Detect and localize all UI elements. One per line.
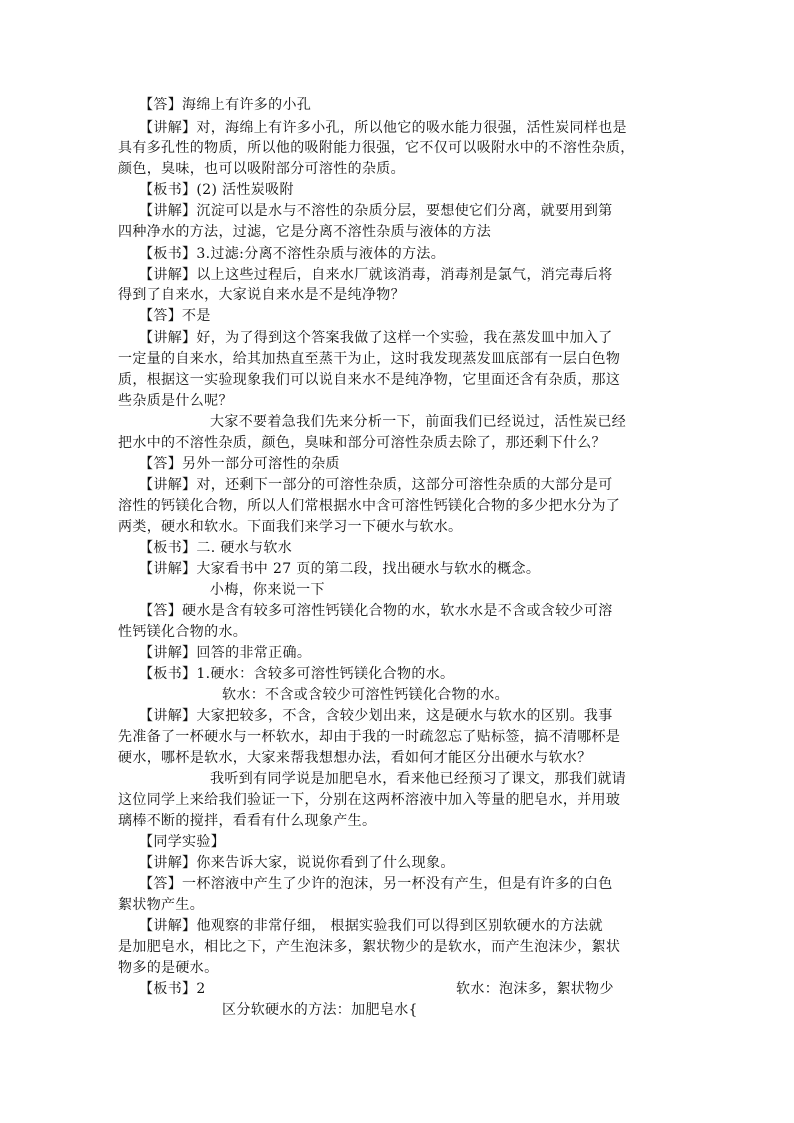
- text-line: 大家不要着急我们先来分析一下，前面我们已经说过，活性炭已经: [210, 414, 627, 430]
- text-line: 一定量的自来水，给其加热直至蒸干为止，这时我发现蒸发皿底部有一层白色物: [118, 351, 621, 367]
- answer-line: 【答】一杯溶液中产生了少许的泡沫，另一杯没有产生，但是有许多的白色: [139, 876, 613, 892]
- experiment-line: 【同学实验】: [139, 834, 226, 850]
- answer-line: 【答】硬水是含有较多可溶性钙镁化合物的水，软水水是不含或含较少可溶: [139, 603, 613, 619]
- answer-line: 【答】海绵上有许多的小孔: [139, 97, 312, 113]
- explanation-line: 【讲解】沉淀可以是水与不溶性的杂质分层，要想使它们分离，就要用到第: [139, 203, 613, 219]
- board-line: 【板书】2: [139, 981, 206, 997]
- text-line: 把水中的不溶性杂质，颜色，臭味和部分可溶性杂质去除了，那还剩下什么？: [118, 435, 606, 451]
- text-line: 软水：不含或含较少可溶性钙镁化合物的水。: [222, 687, 509, 703]
- explanation-line: 【讲解】大家看书中 27 页的第二段，找出硬水与软水的概念。: [139, 561, 541, 577]
- soft-water-note: 软水：泡沫多，絮状物少: [456, 981, 614, 997]
- explanation-line: 【讲解】对，还剩下一部分的可溶性杂质，这部分可溶性杂质的大部分是可: [139, 477, 613, 493]
- answer-line: 【答】另外一部分可溶性的杂质: [139, 456, 340, 472]
- text-line: 物多的是硬水。: [118, 960, 219, 976]
- explanation-line: 【讲解】对，海绵上有许多小孔，所以他它的吸水能力很强，活性炭同样也是: [139, 120, 627, 136]
- board-line: 【板书】1.硬水：含较多可溶性钙镁化合物的水。: [139, 666, 455, 682]
- explanation-line: 【讲解】以上这些过程后，自来水厂就该消毒，消毒剂是氯气，消完毒后将: [139, 267, 613, 283]
- board-line: 【板书】二. 硬水与软水: [139, 540, 293, 556]
- explanation-line: 【讲解】回答的非常正确。: [139, 645, 312, 661]
- text-line: 些杂质是什么呢？: [118, 393, 233, 409]
- text-line: 这位同学上来给我们验证一下，分别在这两杯溶液中加入等量的肥皂水，并用玻: [118, 792, 621, 808]
- text-line: 溶性的钙镁化合物，所以人们常根据水中含可溶性钙镁化合物的多少把水分为了: [118, 498, 621, 514]
- text-line: 得到了自来水，大家说自来水是不是纯净物？: [118, 287, 405, 303]
- text-line: 性钙镁化合物的水。: [118, 624, 248, 640]
- board-line: 【板书】(2) 活性炭吸附: [139, 182, 294, 198]
- text-line: 硬水，哪杯是软水，大家来帮我想想办法，看如何才能区分出硬水与软水？: [118, 750, 592, 766]
- answer-line: 【答】不是: [139, 308, 211, 324]
- explanation-line: 【讲解】好，为了得到这个答案我做了这样一个实验，我在蒸发皿中加入了: [139, 330, 613, 346]
- text-line: 具有多孔性的物质，所以他的吸附能力很强，它不仅可以吸附水中的不溶性杂质，: [118, 140, 635, 156]
- explanation-line: 【讲解】大家把较多，不含，含较少划出来，这是硬水与软水的区别。我事: [139, 708, 613, 724]
- text-line: 是加肥皂水，相比之下，产生泡沫多，絮状物少的是软水，而产生泡沫少，絮状: [118, 939, 621, 955]
- text-line: 四种净水的方法，过滤，它是分离不溶性杂质与液体的方法: [118, 224, 492, 240]
- explanation-line: 【讲解】他观察的非常仔细， 根据实验我们可以得到区别软硬水的方法就: [139, 918, 603, 934]
- board-line: 【板书】3.过滤:分离不溶性杂质与液体的方法。: [139, 246, 446, 262]
- text-line: 絮状物产生。: [118, 897, 205, 913]
- text-line: 我听到有同学说是加肥皂水，看来他已经预习了课文，那我们就请: [210, 771, 627, 787]
- text-line: 颜色，臭味，也可以吸附部分可溶性的杂质。: [118, 161, 405, 177]
- method-line: 区分软硬水的方法：加肥皂水{: [222, 1002, 418, 1018]
- text-line: 璃棒不断的搅拌，看看有什么现象产生。: [118, 813, 377, 829]
- text-line: 质，根据这一实验现象我们可以说自来水不是纯净物，它里面还含有杂质，那这: [118, 372, 621, 388]
- explanation-line: 【讲解】你来告诉大家，说说你看到了什么现象。: [139, 855, 455, 871]
- text-line: 小梅，你来说一下: [210, 582, 325, 598]
- text-line: 两类，硬水和软水。下面我们来学习一下硬水与软水。: [118, 519, 463, 535]
- text-line: 先准备了一杯硬水与一杯软水，却由于我的一时疏忽忘了贴标签，搞不清哪杯是: [118, 729, 621, 745]
